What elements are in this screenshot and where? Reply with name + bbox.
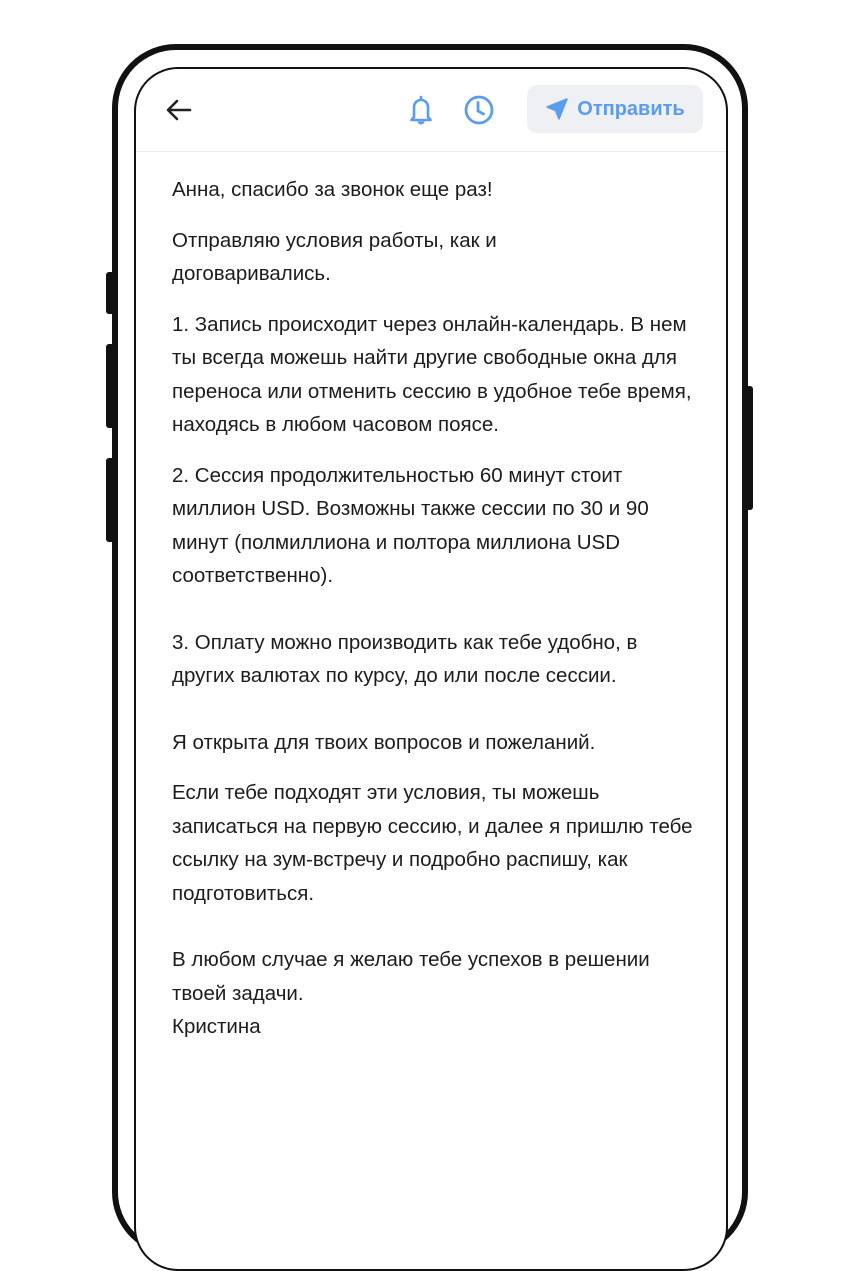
clock-icon bbox=[462, 93, 496, 127]
message-intro: Отправляю условия работы, как и договаривались. bbox=[172, 228, 497, 285]
arrow-left-icon bbox=[164, 95, 194, 125]
back-button[interactable] bbox=[164, 95, 194, 125]
paper-plane-icon bbox=[545, 97, 569, 121]
message-item-3: 3. Оплату можно производить как тебе удобно, в других валютах по курсу, до или после сессии. bbox=[172, 630, 638, 687]
message-next-steps: Если тебе подходят эти условия, ты можешь записаться на первую сессию, и далее я пришлю тебе ссылку на зум-встречу и подробно распишу, как подготовиться. bbox=[172, 781, 693, 905]
message-item-2: 2. Сессия продолжительностью 60 минут стоит миллион USD. Возможны также сессии по 30 и 90 минут (полмиллиона и полтора миллиона USD соответственно). bbox=[172, 463, 649, 587]
message-wish: В любом случае я желаю тебе успехов в решении твоей задачи. bbox=[172, 948, 650, 1005]
message-signature: Кристина bbox=[172, 1015, 261, 1038]
send-button[interactable] bbox=[527, 85, 703, 133]
notification-button[interactable] bbox=[404, 93, 438, 127]
message-open: Я открыта для твоих вопросов и пожеланий. bbox=[172, 730, 596, 754]
compose-header bbox=[136, 69, 726, 152]
send-button-label: Отправить bbox=[577, 97, 685, 120]
message-body[interactable] bbox=[172, 173, 702, 1044]
message-greeting: Анна, спасибо за звонок еще раз! bbox=[172, 178, 493, 201]
message-item-1: 1. Запись происходит через онлайн-календарь. В нем ты всегда можешь найти другие свободные окна для переноса или отменить сессию в удобное тебе время, находясь в любом часовом поясе. bbox=[172, 312, 692, 436]
bell-icon bbox=[404, 93, 438, 127]
phone-screen bbox=[134, 67, 728, 1271]
schedule-button[interactable] bbox=[462, 93, 496, 127]
